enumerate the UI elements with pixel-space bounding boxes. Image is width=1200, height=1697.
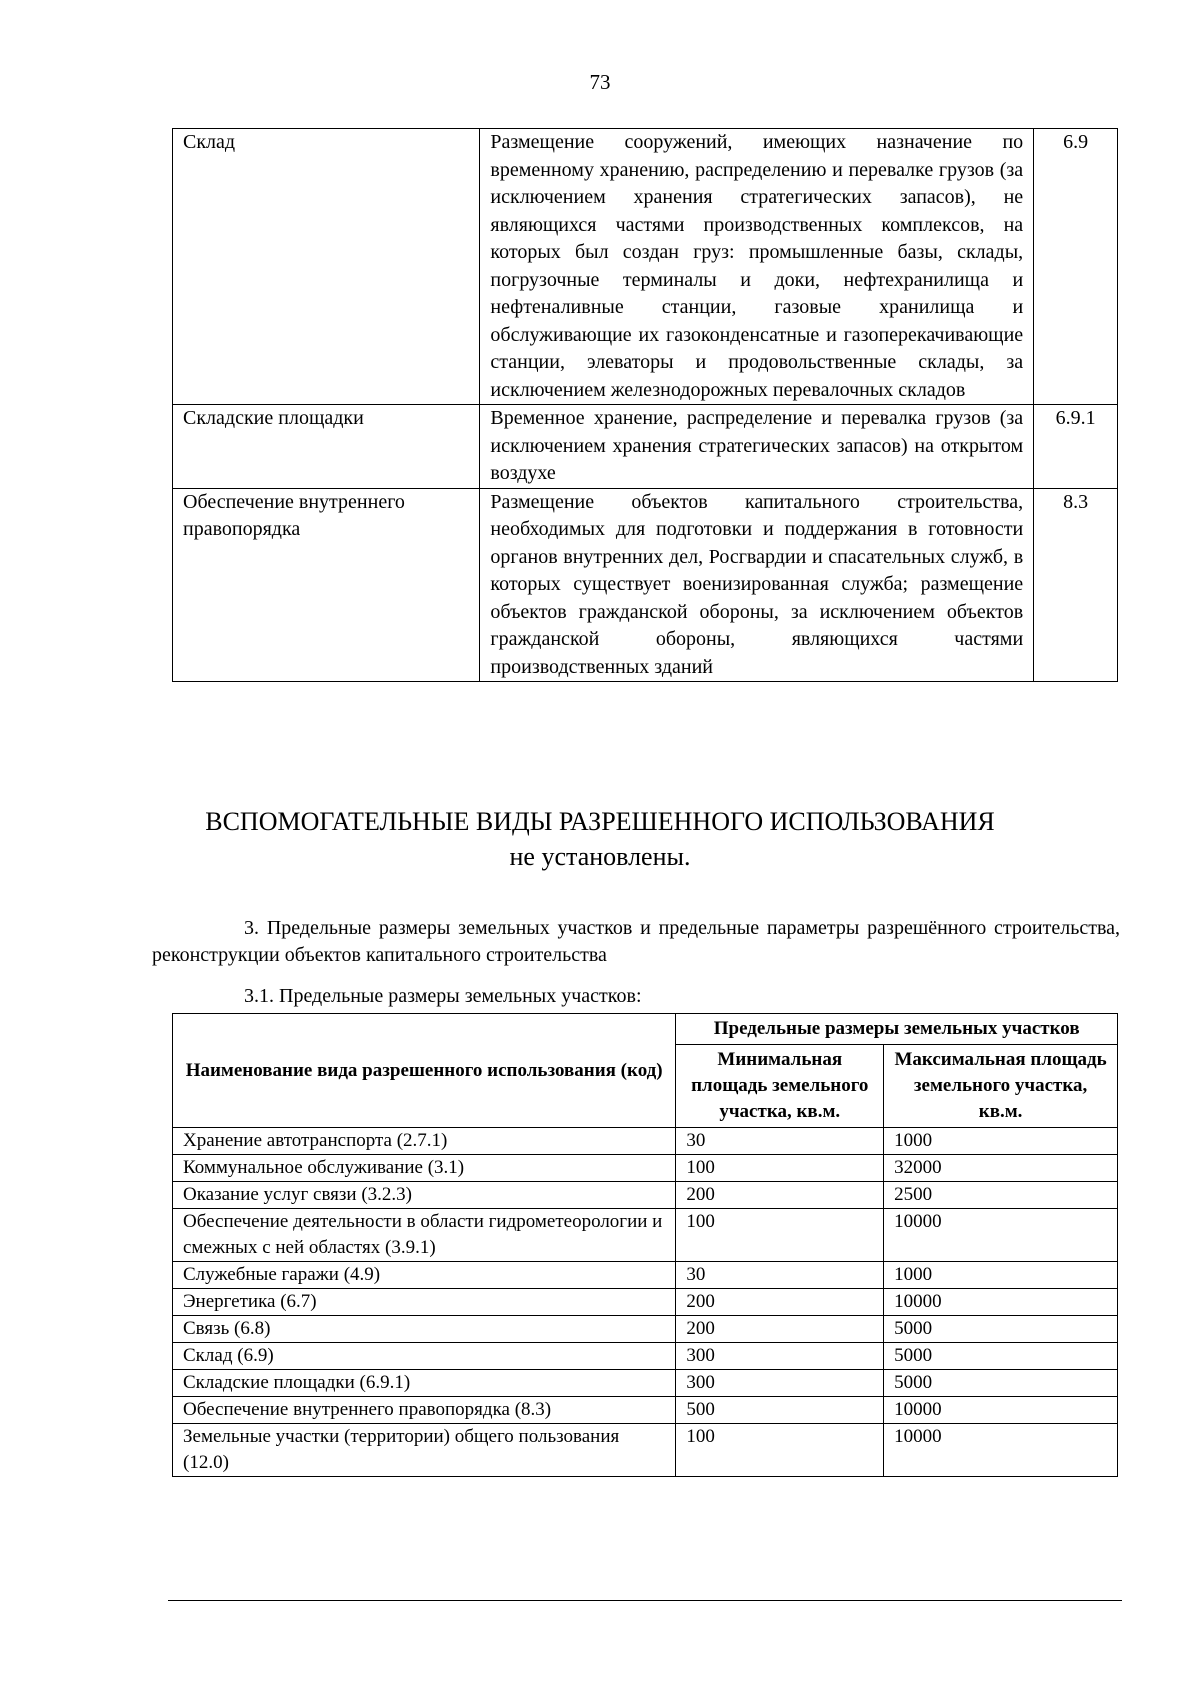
plot-max-area: 10000	[884, 1289, 1118, 1316]
table-row	[173, 1343, 1118, 1370]
plot-max-area: 2500	[884, 1182, 1118, 1209]
plot-min-area: 100	[676, 1424, 884, 1477]
plot-min-area: 30	[676, 1128, 884, 1155]
use-name: Обеспечение внутреннего правопорядка	[173, 488, 480, 682]
land-plot-sizes-table	[172, 1013, 1118, 1477]
auxiliary-uses-status: не установлены.	[509, 842, 691, 871]
plot-use-name: Коммунальное обслуживание (3.1)	[173, 1155, 676, 1182]
use-name: Складские площадки	[173, 405, 480, 489]
plot-use-name: Энергетика (6.7)	[173, 1289, 676, 1316]
table-row	[173, 129, 1118, 405]
use-description: Размещение объектов капитального строительства, необходимых для подготовки и поддержания в готовности органов внутренних дел, Росгвардии и спасательных служб, в которых существует военизированная служба; размещение объектов гражданской обороны, за исключением объектов гражданской обороны, являющихся частями производственных зданий	[480, 488, 1034, 682]
plot-min-area: 200	[676, 1182, 884, 1209]
table-row	[173, 1370, 1118, 1397]
plot-max-area: 32000	[884, 1155, 1118, 1182]
plot-max-area: 5000	[884, 1316, 1118, 1343]
header-min-area: Минимальная площадь земельного участка, кв.м.	[676, 1045, 884, 1128]
plot-max-area: 1000	[884, 1128, 1118, 1155]
plot-use-name: Оказание услуг связи (3.2.3)	[173, 1182, 676, 1209]
section-3-paragraph: 3. Предельные размеры земельных участков и предельные параметры разрешённого строительства, реконструкции объектов капитального строительства	[152, 917, 1120, 966]
table-row	[173, 1182, 1118, 1209]
table-row	[173, 1262, 1118, 1289]
plot-max-area: 10000	[884, 1424, 1118, 1477]
plot-min-area: 100	[676, 1209, 884, 1262]
table-row	[173, 1424, 1118, 1477]
use-description: Временное хранение, распределение и перевалка грузов (за исключением хранения стратегических запасов) на открытом воздухе	[480, 405, 1034, 489]
plot-use-name: Хранение автотранспорта (2.7.1)	[173, 1128, 676, 1155]
table-row	[173, 488, 1118, 682]
footer-divider	[168, 1600, 1122, 1601]
plot-min-area: 500	[676, 1397, 884, 1424]
plot-use-name: Обеспечение деятельности в области гидрометеорологии и смежных с ней областях (3.9.1)	[173, 1209, 676, 1262]
plot-min-area: 300	[676, 1370, 884, 1397]
plot-max-area: 1000	[884, 1262, 1118, 1289]
table-row	[173, 1316, 1118, 1343]
table-row	[173, 405, 1118, 489]
plot-min-area: 200	[676, 1316, 884, 1343]
use-name: Склад	[173, 129, 480, 405]
plot-max-area: 5000	[884, 1370, 1118, 1397]
table-row	[173, 1155, 1118, 1182]
plot-max-area: 10000	[884, 1209, 1118, 1262]
table-row	[173, 1397, 1118, 1424]
section-3-1-paragraph: 3.1. Предельные размеры земельных участков:	[244, 985, 642, 1007]
use-code: 6.9.1	[1034, 405, 1118, 489]
plot-min-area: 300	[676, 1343, 884, 1370]
plot-use-name: Служебные гаражи (4.9)	[173, 1262, 676, 1289]
use-code: 6.9	[1034, 129, 1118, 405]
use-description: Размещение сооружений, имеющих назначение по временному хранению, распределению и перевалке грузов (за исключением хранения стратегических запасов), не являющихся частями производственных комплексов, на которых был создан груз: промышленные базы, склады, погрузочные терминалы и доки, нефтехранилища и нефтеналивные станции, газовые хранилища и обслуживающие их газоконденсатные и газоперекачивающие станции, элеваторы и продовольственные склады, за исключением железнодорожных перевалочных складов	[480, 129, 1034, 405]
header-use-name: Наименование вида разрешенного использования (код)	[173, 1014, 676, 1128]
table-row	[173, 1209, 1118, 1262]
table-row	[173, 1289, 1118, 1316]
auxiliary-uses-heading: ВСПОМОГАТЕЛЬНЫЕ ВИДЫ РАЗРЕШЕННОГО ИСПОЛЬЗОВАНИЯ	[205, 807, 995, 836]
page-number: 73	[589, 70, 611, 94]
plot-min-area: 200	[676, 1289, 884, 1316]
plot-min-area: 100	[676, 1155, 884, 1182]
plot-use-name: Земельные участки (территории) общего пользования (12.0)	[173, 1424, 676, 1477]
plot-max-area: 5000	[884, 1343, 1118, 1370]
main-uses-table	[172, 128, 1118, 682]
plot-use-name: Связь (6.8)	[173, 1316, 676, 1343]
plot-use-name: Складские площадки (6.9.1)	[173, 1370, 676, 1397]
plot-use-name: Обеспечение внутреннего правопорядка (8.3)	[173, 1397, 676, 1424]
header-size-group: Предельные размеры земельных участков	[676, 1014, 1118, 1045]
plot-use-name: Склад (6.9)	[173, 1343, 676, 1370]
use-code: 8.3	[1034, 488, 1118, 682]
header-max-area: Максимальная площадь земельного участка, кв.м.	[884, 1045, 1118, 1128]
table-row	[173, 1128, 1118, 1155]
plot-min-area: 30	[676, 1262, 884, 1289]
plot-max-area: 10000	[884, 1397, 1118, 1424]
